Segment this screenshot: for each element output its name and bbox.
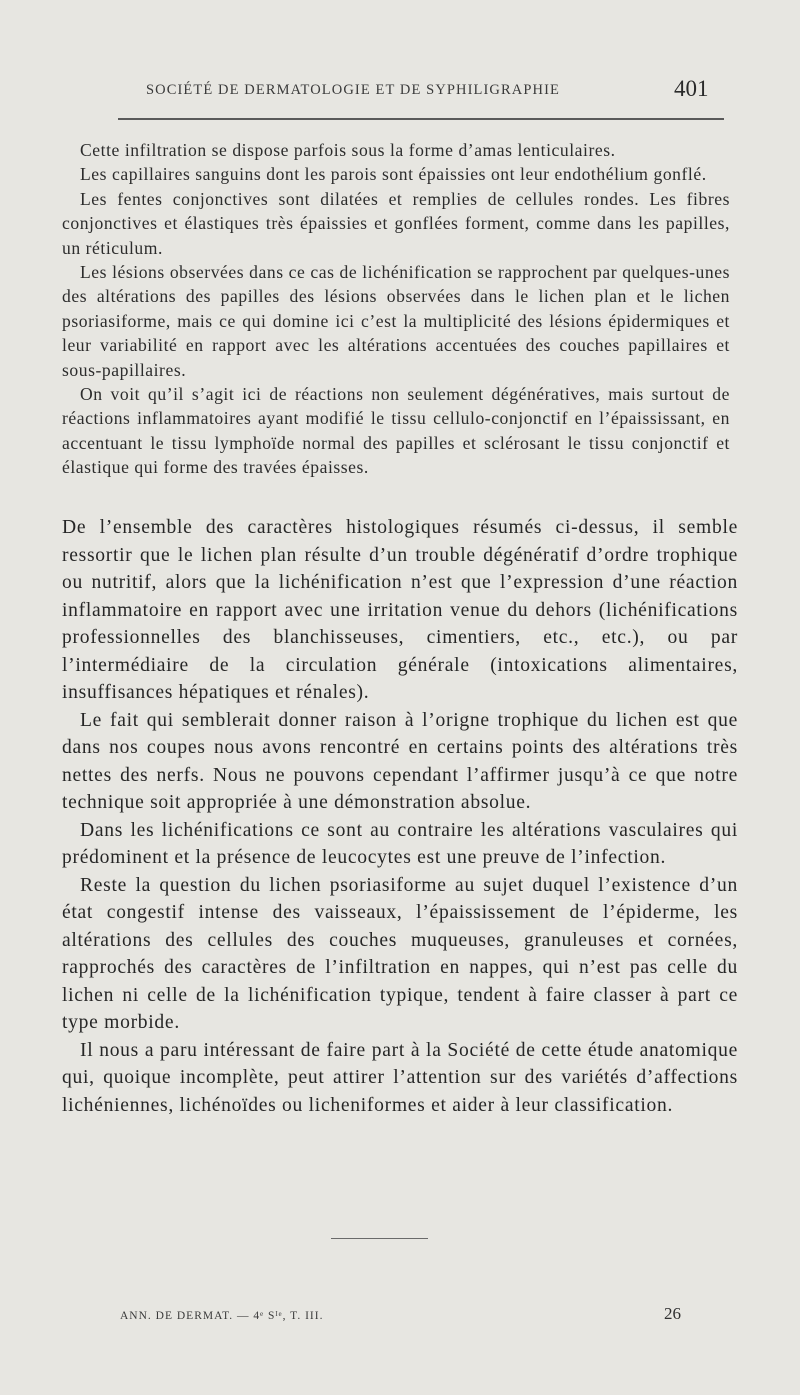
paragraph: Le fait qui semblerait donner raison à l’origne trophique du lichen est que dans nos coupes nous avons rencontré en certains points des altérations très nettes des nerfs. Nous ne pouvons cependant l’affirmer jusqu’à ce que notre technique soit appropriée à une démonstration absolue. bbox=[62, 709, 738, 813]
section-end-rule bbox=[331, 1238, 428, 1239]
paragraph: Reste la question du lichen psoriasiforme au sujet duquel l’existence d’un état congestif intense des vaisseaux, l’épaississement de l’épiderme, les altérations des cellules des couches muqueuses, granuleuses et cornées, rapprochés des caractères de l’infiltration en nappes, qui n’est pas celle du lichen ni celle de la lichénification typique, tendent à faire classer à part ce type morbide. bbox=[62, 874, 738, 1033]
page-number: 401 bbox=[674, 76, 709, 101]
paragraph: Cette infiltration se dispose parfois sous la forme d’amas lenticulaires. bbox=[80, 140, 616, 160]
small-print-section bbox=[62, 138, 730, 480]
signature-number: 26 bbox=[664, 1304, 681, 1323]
paragraph: Il nous a paru intéressant de faire part à la Société de cette étude anatomique qui, quoique incomplète, peut attirer l’attention sur des variétés d’affections lichéniennes, lichénoïdes ou licheniformes et aider à leur classification. bbox=[62, 1039, 738, 1116]
paragraph: Dans les lichénifications ce sont au contraire les altérations vasculaires qui prédominent et la présence de leucocytes est une preuve de l’infection. bbox=[62, 819, 738, 868]
main-text-section bbox=[62, 514, 738, 1119]
paragraph: De l’ensemble des caractères histologiques résumés ci-dessus, il semble ressortir que le lichen plan résulte d’un trouble dégénératif d’ordre trophique ou nutritif, alors que la lichénification n’est que l’expression d’une réaction inflammatoire en rapport avec une irritation venue du dehors (lichénifications professionnelles des blanchisseuses, cimentiers, etc., etc.), ou par l’intermédiaire de la circulation générale (intoxications alimentaires, insuffisances hépatiques et rénales). bbox=[62, 517, 738, 703]
paragraph: Les fentes conjonctives sont dilatées et remplies de cellules rondes. Les fibres conjonctives et élastiques très épaissies et gonflées forment, comme dans les papilles, un réticulum. bbox=[62, 188, 730, 258]
paragraph: On voit qu’il s’agit ici de réactions non seulement dégénératives, mais surtout de réactions inflammatoires ayant modifié le tissu cellulo-conjonctif en l’épaississant, en accentuant le tissu lymphoïde normal des papilles et sclérosant le tissu conjonctif et élastique qui forme des travées épaisses. bbox=[62, 384, 730, 478]
running-header-title: SOCIÉTÉ DE DERMATOLOGIE ET DE SYPHILIGRAPHIE bbox=[146, 82, 560, 98]
header-rule bbox=[118, 118, 724, 120]
paragraph: Les lésions observées dans ce cas de lichénification se rapprochent par quelques-unes des altérations des papilles des lésions observées dans le lichen plan et le lichen psoriasiforme, mais ce qui domine ici c’est la multiplicité des lésions épidermiques et leur variabilité en rapport avec les altérations accentuées des couches papillaires et sous-papillaires. bbox=[62, 262, 730, 380]
footer-reference: ANN. DE DERMAT. — 4ᵉ Sᴵᵉ, T. III. bbox=[120, 1310, 324, 1322]
paragraph: Les capillaires sanguins dont les parois sont épaissies ont leur endothélium gonflé. bbox=[80, 164, 707, 185]
